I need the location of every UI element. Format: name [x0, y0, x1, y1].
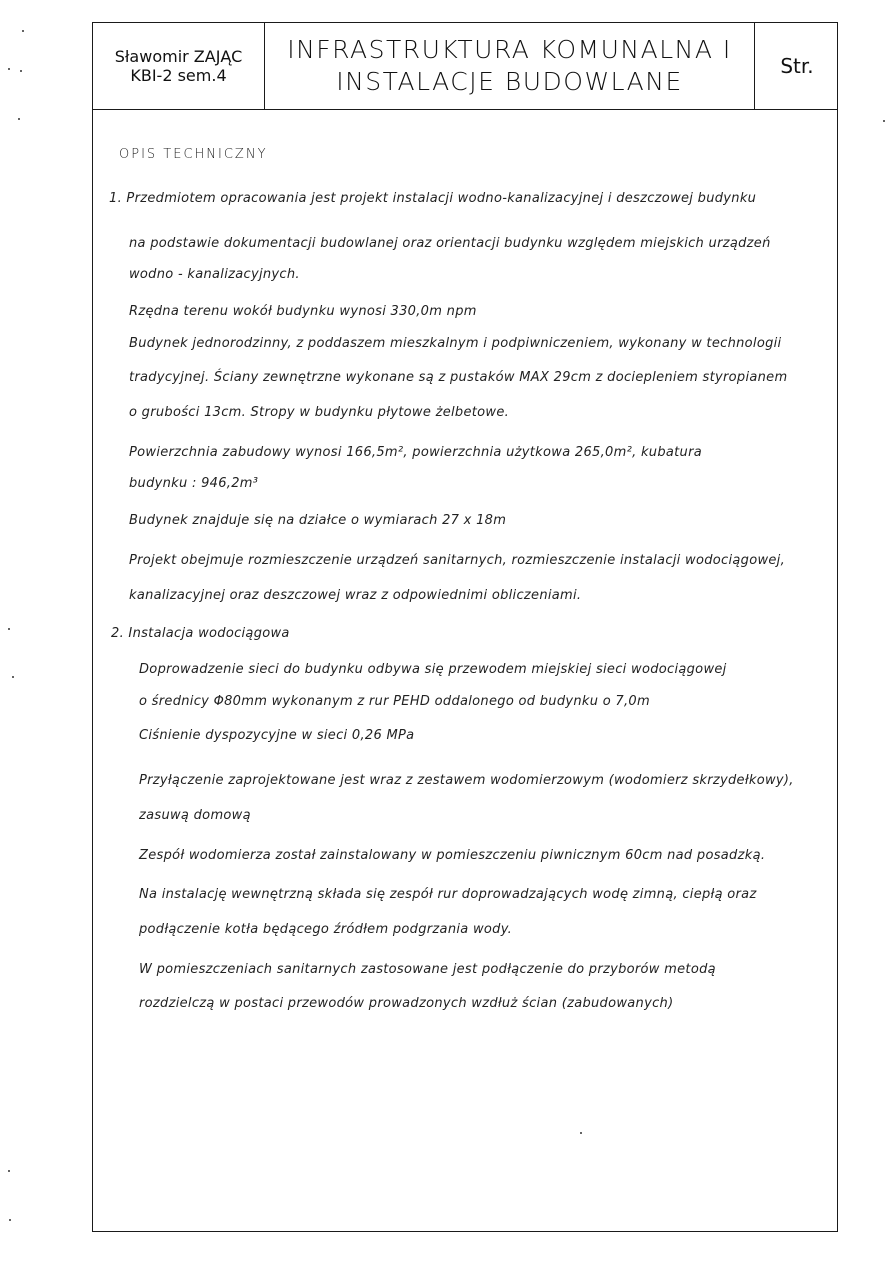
scan-speck	[12, 676, 14, 678]
scan-speck	[9, 1219, 11, 1221]
text-line: zasuwą domową	[139, 808, 251, 823]
text-line: Projekt obejmuje rozmieszczenie urządzeń sanitarnych, rozmieszczenie instalacji wodociągowej,	[129, 553, 786, 568]
text-line: kanalizacyjnej oraz deszczowej wraz z odpowiednimi obliczeniami.	[129, 588, 582, 603]
text-line: Zespół wodomierza został zainstalowany w pomieszczeniu piwnicznym 60cm nad posadzką.	[139, 848, 766, 863]
document-heading: OPIS TECHNICZNY	[119, 147, 268, 162]
text-line: podłączenie kotła będącego źródłem podgrzania wody.	[139, 922, 513, 937]
document-body	[93, 110, 837, 1231]
text-line: W pomieszczeniach sanitarnych zastosowane jest podłączenie do przyborów metodą	[139, 962, 716, 977]
page-label: Str.	[780, 54, 814, 78]
title-line-2: INSTALACJE BUDOWLANE	[336, 67, 683, 96]
text-line: budynku : 946,2m³	[129, 476, 259, 491]
text-line: tradycyjnej. Ściany zewnętrzne wykonane są z pustaków MAX 29cm z dociepleniem styropianem	[129, 370, 788, 385]
text-line: Powierzchnia zabudowy wynosi 166,5m², powierzchnia użytkowa 265,0m², kubatura	[129, 445, 702, 460]
text-line: o grubości 13cm. Stropy w budynku płytowe żelbetowe.	[129, 405, 510, 420]
scan-speck	[8, 628, 10, 630]
text-line: Budynek jednorodzinny, z poddaszem mieszkalnym i podpiwniczeniem, wykonany w technologii	[129, 336, 782, 351]
text-line: Rzędna terenu wokół budynku wynosi 330,0m npm	[129, 304, 477, 319]
text-line: Ciśnienie dyspozycyjne w sieci 0,26 MPa	[139, 728, 415, 743]
text-line: rozdzielczą w postaci przewodów prowadzonych wzdłuż ścian (zabudowanych)	[139, 996, 674, 1011]
scan-speck	[580, 1132, 582, 1134]
title-line-1: INFRASTRUKTURA KOMUNALNA I	[287, 35, 732, 64]
text-line: Na instalację wewnętrzną składa się zespół rur doprowadzających wodę zimną, ciepłą oraz	[139, 887, 757, 902]
scan-speck	[22, 30, 24, 32]
document-title	[265, 23, 755, 109]
page-cell	[755, 23, 839, 109]
text-line: 1. Przedmiotem opracowania jest projekt instalacji wodno-kanalizacyjnej i deszczowej budynku	[109, 191, 757, 206]
scan-speck	[883, 120, 885, 122]
title-block	[93, 23, 837, 110]
text-line: Doprowadzenie sieci do budynku odbywa się przewodem miejskiej sieci wodociągowej	[139, 662, 727, 677]
author-group: KBI-2 sem.4	[130, 66, 227, 85]
author-name: Sławomir ZAJĄC	[114, 47, 243, 66]
scan-speck	[18, 118, 20, 120]
drawing-frame	[92, 22, 838, 1232]
scan-speck	[20, 70, 22, 72]
text-line: Przyłączenie zaprojektowane jest wraz z zestawem wodomierzowym (wodomierz skrzydełkowy),	[139, 773, 794, 788]
scan-speck	[8, 68, 10, 70]
author-cell	[93, 23, 265, 109]
section-heading: 2. Instalacja wodociągowa	[111, 626, 290, 641]
text-line: o średnicy Φ80mm wykonanym z rur PEHD oddalonego od budynku o 7,0m	[139, 694, 650, 709]
text-line: na podstawie dokumentacji budowlanej oraz orientacji budynku względem miejskich urządzeń	[129, 236, 771, 251]
text-line: Budynek znajduje się na działce o wymiarach 27 x 18m	[129, 513, 507, 528]
scan-speck	[8, 1170, 10, 1172]
text-line: wodno - kanalizacyjnych.	[129, 267, 300, 282]
